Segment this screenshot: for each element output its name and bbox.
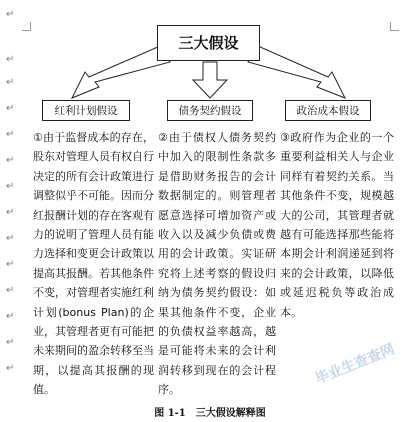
paragraph-mark: ↵ <box>6 207 15 218</box>
arrow-left <box>72 46 170 98</box>
paragraph-mark: ↵ <box>6 129 15 140</box>
paragraph-mark: ↵ <box>6 181 15 192</box>
column-dividend-plan: ①由于监督成本的存在，股东对管理人员有权自行决定的所有会计政策进行调整似乎不可能。因而分红报酬计划的存在客观有力的说明了管理人员有能力选择和变更会计政策以提高其报酬。若其他条件不变，对管理者实施红利计划(bonus Plan)的企业，其管理者更有可能把未来期间的盈余转移至当期，以提高其报酬的现值。 <box>33 131 154 397</box>
figure-caption: 图 1-1 三大假设解释图 <box>154 408 266 419</box>
column-debt-contract: ②由于债权人债务契约中加入的限制性条款多是借助财务报告的会计数据制定的。则管理者愿意选择可增加资产或收入以及减少负债或费用的会计政策。实证研究将上述考察的假设归纳为债务契约假设：如果其他条件不变，企业的负债权益率越高，越是可能将未来的会计利润转移到现在的会计程序。 <box>158 131 276 397</box>
paragraph-mark: ↵ <box>6 103 15 114</box>
box-debt-contract: 债务契约假设 <box>167 100 253 121</box>
paragraph-mark: ↵ <box>6 77 15 88</box>
paragraph-mark: ↵ <box>6 311 15 322</box>
box-dividend-plan: 红利计划假设 <box>42 100 130 121</box>
paragraph-mark: ↵ <box>6 337 15 348</box>
paragraph-mark: ↵ <box>6 285 15 296</box>
arrow-middle <box>193 62 227 98</box>
paragraph-mark: ↵ <box>6 9 15 20</box>
paragraph-mark: ↵ <box>6 54 15 65</box>
paragraph-mark: ↵ <box>6 259 15 270</box>
arrow-right <box>248 46 345 98</box>
column-political-cost: ③政府作为企业的一个重要利益相关人与企业同样有着契约关系。当其他条件不变，规模越大的公司，其管理者就越有可能选择那些能将本期会计利润递延到将来的会计政策，以降低或延迟税负等政治成本。 <box>280 131 394 319</box>
paragraph-mark: ↵ <box>6 233 15 244</box>
paragraph-mark: ↵ <box>6 155 15 166</box>
box-political-cost: 政治成本假设 <box>285 100 371 121</box>
paragraph-mark: ↵ <box>6 363 15 374</box>
watermark: 毕业生查查网 <box>313 341 398 388</box>
title-box: 三大假设 <box>157 25 260 61</box>
